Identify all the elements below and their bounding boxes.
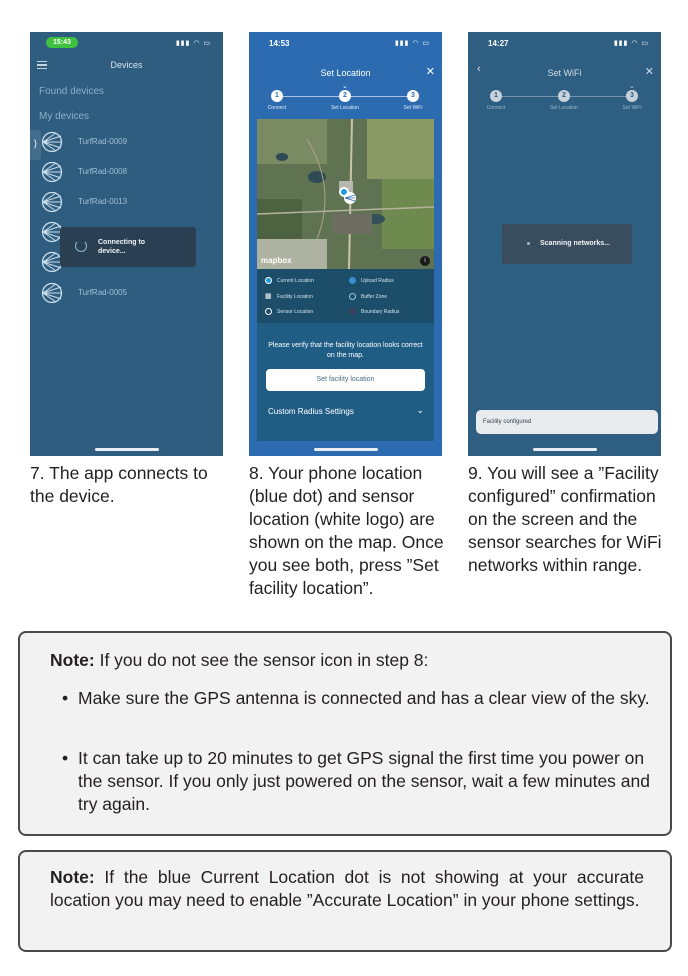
device-label: TurfRad-0009 [78, 137, 128, 146]
note-accurate-location [18, 850, 672, 952]
map-legend [257, 269, 434, 323]
status-time: 14:27 [488, 39, 509, 48]
step-label: Set Location [550, 105, 578, 111]
step-dot: 3 [626, 90, 638, 102]
page-title: Set Location [320, 68, 371, 78]
current-step-caret-icon: ⌄ [629, 83, 635, 90]
connecting-toast [60, 227, 196, 267]
turfrad-logo-icon [41, 191, 63, 213]
caption-step-9: 9. You will see a ”Facility configured” confirmation on the screen and the sensor searches for WiFi networks within range. [468, 463, 662, 575]
page-title: Set WiFi [547, 68, 582, 78]
verify-message: Please verify that the facility location looks correct on the map. [268, 342, 423, 359]
stepper [267, 83, 424, 112]
step-label: Set Location [331, 105, 359, 111]
note-text: If the blue Current Location dot is not showing at your accurate location you may need to enable ”Accurate Location” in your phone settings. [50, 867, 644, 910]
boundary-radius-legend-icon [349, 308, 356, 315]
toast-line: Connecting to [98, 239, 146, 246]
turfrad-logo-icon [41, 161, 63, 183]
status-time: 14:53 [269, 39, 290, 48]
bullet-text: It can take up to 20 minutes to get GPS signal the first time you power on the sensor. If you only just powered on the sensor, wait a few minutes and try again. [78, 748, 650, 814]
home-indicator [95, 448, 159, 451]
turfrad-logo-icon [41, 282, 63, 304]
step-label: Connect [267, 105, 287, 111]
step-label: Connect [486, 105, 506, 111]
legend-label: Boundary Radius [361, 309, 400, 315]
status-bar [30, 38, 223, 52]
buffer-zone-legend-icon [349, 293, 356, 300]
note-label: Note: [50, 867, 95, 887]
note-heading [50, 649, 428, 672]
facility-configured-snackbar: Facility configured [476, 410, 658, 434]
caption-step-7: 7. The app connects to the device. [30, 463, 208, 506]
step-label: Set WiFi [403, 105, 423, 111]
sensor-legend-icon [265, 308, 272, 315]
home-indicator [533, 448, 597, 451]
device-item[interactable] [41, 282, 211, 304]
note-bullet [62, 687, 658, 710]
upload-radius-legend-icon [349, 277, 356, 284]
device-label: TurfRad-0005 [78, 288, 128, 297]
signal-wifi-battery-icon: ▮▮▮ ◠ ▭ [613, 40, 649, 47]
screenshot-devices [30, 32, 223, 456]
legend-label: Buffer Zone [361, 294, 388, 300]
set-facility-location-button[interactable]: Set facility location [266, 369, 425, 391]
current-location-legend-icon [265, 277, 272, 284]
page-title: Devices [110, 60, 143, 70]
building-icon: ▦ [265, 293, 272, 300]
spinner-icon [527, 242, 530, 245]
device-label: TurfRad-0013 [78, 197, 128, 206]
note-intro: If you do not see the sensor icon in step 8: [94, 650, 429, 670]
step-dot: 2 [339, 90, 351, 102]
note-sensor-icon [18, 631, 672, 836]
status-bar [249, 38, 442, 52]
note-body [50, 866, 644, 912]
current-step-caret-icon: ⌄ [342, 83, 348, 90]
signal-wifi-battery-icon: ▮▮▮ ◠ ▭ [394, 40, 430, 47]
signal-wifi-battery-icon: ▮▮▮ ◠ ▭ [175, 40, 211, 47]
bullet-icon: • [62, 688, 69, 708]
status-bar [468, 38, 661, 52]
custom-radius-settings[interactable]: Custom Radius Settings [268, 407, 354, 416]
found-devices-heading: Found devices [39, 86, 105, 97]
legend-label: Current Location [277, 278, 314, 284]
close-icon[interactable]: ✕ [644, 66, 654, 78]
caption-step-8: 8. Your phone location (blue dot) and sensor location (white logo) are shown on the map. Once you see both, press ”Set facility location”. [249, 463, 444, 598]
note-label: Note: [50, 650, 95, 670]
bullet-text: Make sure the GPS antenna is connected and has a clear view of the sky. [78, 688, 650, 708]
chevron-down-icon[interactable]: ⌄ [416, 405, 424, 415]
toast-line: device... [98, 248, 126, 255]
device-item[interactable] [41, 131, 211, 153]
device-item[interactable] [41, 161, 211, 183]
spinner-icon [75, 240, 87, 252]
legend-label: Facility Location [277, 294, 313, 300]
back-icon[interactable]: ‹ [477, 63, 481, 75]
stepper [486, 83, 643, 112]
step-dot: 3 [407, 90, 419, 102]
legend-label: Upload Radius [361, 278, 394, 284]
confirm-panel [257, 323, 434, 441]
status-time: 15:43 [46, 37, 78, 48]
step-dot: 1 [490, 90, 502, 102]
note-bullet [62, 747, 658, 816]
step-label: Set WiFi [622, 105, 642, 111]
screenshot-set-wifi [468, 32, 661, 456]
satellite-map[interactable] [257, 119, 434, 269]
bullet-icon: • [62, 748, 69, 768]
device-item[interactable] [41, 191, 211, 213]
turfrad-logo-icon [41, 131, 63, 153]
step-dot: 1 [271, 90, 283, 102]
legend-label: Sensor Location [277, 309, 314, 315]
home-indicator [314, 448, 378, 451]
device-label: TurfRad-0008 [78, 167, 128, 176]
map-info-icon[interactable]: i [420, 256, 430, 266]
screenshot-set-location [249, 32, 442, 456]
scanning-toast [502, 224, 632, 264]
scanning-text: Scanning networks... [540, 240, 611, 247]
drawer-handle-icon[interactable]: ⟩ [30, 130, 41, 160]
step-dot: 2 [558, 90, 570, 102]
close-icon[interactable]: ✕ [425, 66, 435, 78]
my-devices-heading: My devices [39, 111, 90, 122]
sensor-location-icon [343, 191, 357, 205]
mapbox-logo: mapbox [261, 256, 292, 265]
